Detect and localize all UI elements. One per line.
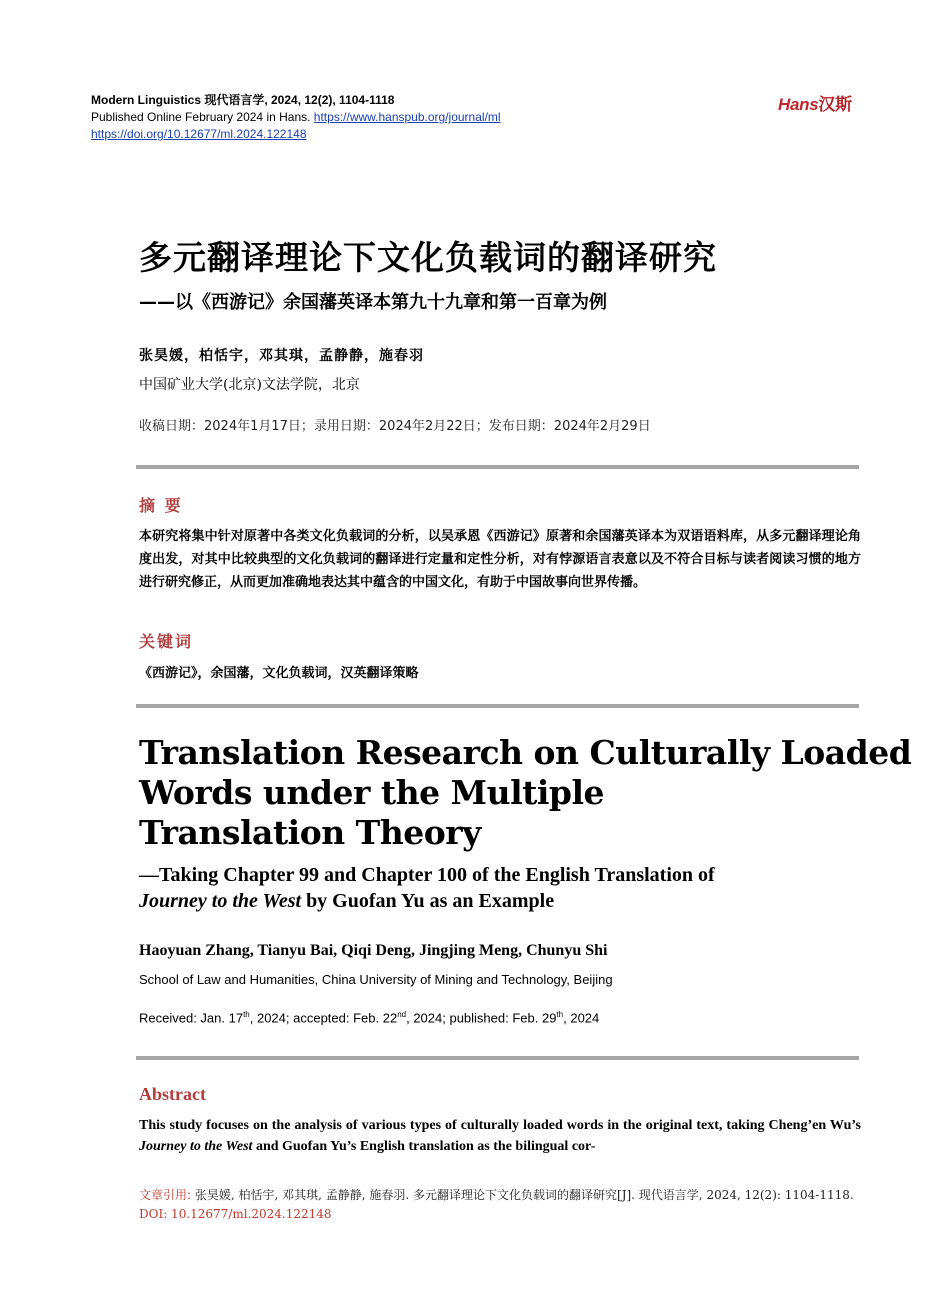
journal-header — [91, 92, 501, 143]
english-title-line: Translation Research on Culturally Loaded — [139, 733, 912, 772]
doi-link[interactable]: https://doi.org/10.12677/ml.2024.122148 — [91, 127, 307, 141]
english-dates — [139, 1010, 599, 1025]
citation-label: 文章引用: — [139, 1188, 195, 1202]
english-authors: Haoyuan Zhang, Tianyu Bai, Qiqi Deng, Jingjing Meng, Chunyu Shi — [139, 942, 608, 959]
date-accepted: , 2024; accepted: Feb. 22 — [249, 1010, 398, 1026]
english-affiliation: School of Law and Humanities, China University of Mining and Technology, Beijing — [139, 972, 613, 987]
citation-text: 张昊媛, 柏恬宇, 邓其琪, 孟静静, 施春羽. 多元翻译理论下文化负载词的翻译研究[J]. 现代语言学, 2024, 12(2): 1104-1118. — [194, 1188, 854, 1202]
english-title-line: Translation Theory — [139, 813, 481, 852]
english-subtitle-line — [139, 888, 869, 914]
chinese-abstract: 本研究将集中针对原著中各类文化负载词的分析，以吴承恩《西游记》原著和余国藩英译本为双语语料库，从多元翻译理论角度出发，对其中比较典型的文化负载词的翻译进行定量和定性分析，对有悖源语言表意以及不符合目标与读者阅读习惯的地方进行研究修正，从而更加准确地表达其中蕴含的中国文化，有助于中国故事向世界传播。 — [139, 529, 861, 590]
divider — [136, 1056, 859, 1060]
hans-logo — [778, 90, 852, 115]
logo-latin: Hans — [778, 95, 819, 114]
date-received: Received: Jan. 17 — [139, 1010, 244, 1026]
logo-chinese: 汉斯 — [818, 95, 852, 114]
divider — [136, 704, 859, 708]
english-abstract-heading: Abstract — [139, 1084, 206, 1104]
chinese-keywords: 《西游记》，余国藩，文化负载词，汉英翻译策略 — [139, 666, 419, 681]
book-title: Journey to the West — [139, 890, 302, 912]
date-sup: th — [556, 1010, 564, 1019]
abstract-text: This study focuses on the analysis of various types of culturally loaded words in the original text, taking Cheng’en Wu’s — [139, 1118, 861, 1133]
book-title: Journey to the West — [139, 1139, 253, 1154]
date-sup: nd — [397, 1010, 407, 1019]
citation — [139, 1186, 861, 1224]
chinese-subtitle: ——以《西游记》余国藩英译本第九十九章和第一百章为例 — [139, 292, 607, 313]
published-line — [91, 109, 501, 126]
journal-link[interactable]: https://www.hanspub.org/journal/ml — [313, 110, 501, 124]
date-sup: th — [243, 1010, 250, 1019]
english-subtitle — [139, 862, 869, 914]
chinese-abstract-heading: 摘 要 — [139, 496, 183, 515]
chinese-keywords-heading: 关键词 — [139, 632, 194, 651]
subtitle-tail: by Guofan Yu as an Example — [301, 890, 555, 912]
divider — [136, 465, 859, 469]
chinese-authors: 张昊媛，柏恬宇，邓其琪，孟静静，施春羽 — [139, 348, 424, 364]
citation-doi[interactable]: DOI: 10.12677/ml.2024.122148 — [139, 1207, 332, 1221]
published-text: Published Online February 2024 in Hans. — [91, 110, 314, 124]
english-abstract — [139, 1115, 861, 1157]
date-year: , 2024 — [563, 1010, 600, 1026]
english-title — [139, 733, 911, 853]
chinese-dates: 收稿日期：2024年1月17日；录用日期：2024年2月22日；发布日期：2024年2月29日 — [139, 419, 651, 434]
journal-name: Modern Linguistics 现代语言学, 2024, 12(2), 1104-1118 — [91, 93, 395, 107]
chinese-title: 多元翻译理论下文化负载词的翻译研究 — [139, 238, 717, 277]
english-subtitle-line: —Taking Chapter 99 and Chapter 100 of the English Translation of — [139, 864, 715, 886]
abstract-text: and Guofan Yu’s English translation as the bilingual cor- — [252, 1139, 596, 1154]
date-published: , 2024; published: Feb. 29 — [406, 1010, 557, 1026]
english-title-line: Words under the Multiple — [139, 773, 605, 812]
chinese-affiliation: 中国矿业大学(北京)文法学院，北京 — [139, 377, 360, 393]
